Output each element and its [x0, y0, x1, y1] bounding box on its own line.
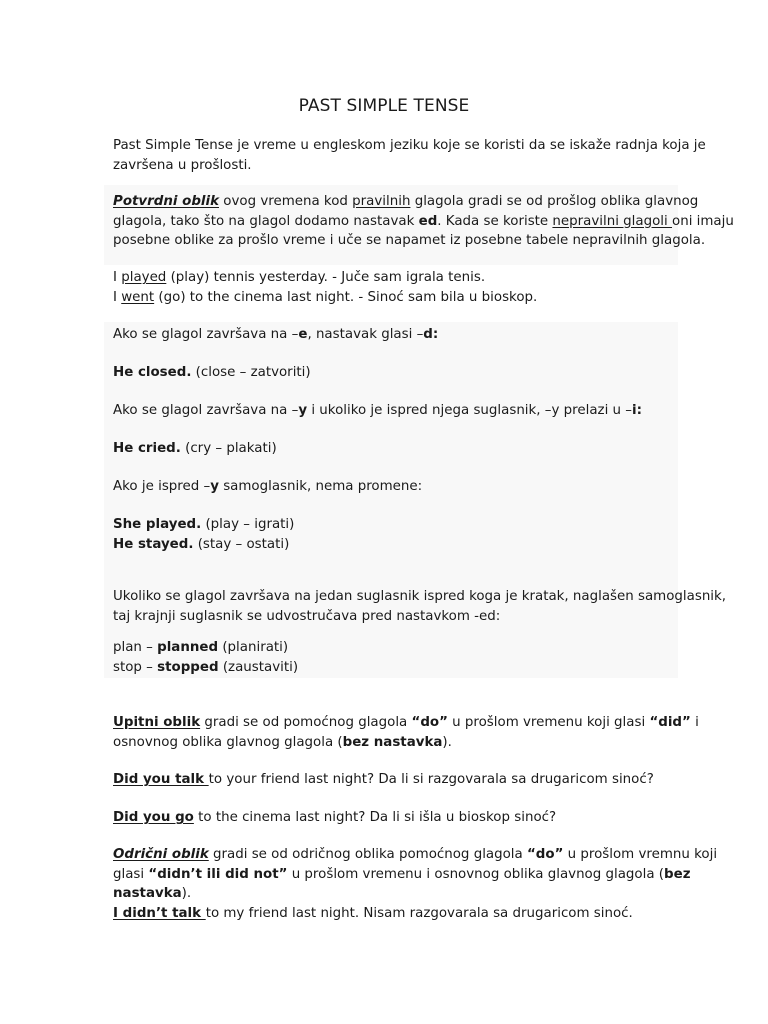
text-run: plan – — [113, 640, 158, 655]
emphasized-text: i: — [632, 403, 642, 418]
paragraph-question-rule — [113, 713, 699, 752]
text-run: (play) tennis yesterday. - Juče sam igrala tenis. — [166, 270, 486, 285]
text-run: I — [113, 289, 122, 305]
emphasized-text: e — [298, 327, 308, 342]
text-run: Ako je ispred – — [113, 479, 211, 494]
emphasized-text: “did” — [649, 715, 691, 730]
emphasized-text: d: — [423, 327, 439, 342]
text-run: to the cinema last night? Da li si išla u bioskop sinoć? — [193, 810, 557, 825]
text-run: ). — [181, 886, 192, 901]
emphasized-text: “do” — [527, 847, 564, 862]
emphasized-text: Potvrdni oblik — [113, 194, 219, 209]
emphasized-text: y — [298, 403, 308, 418]
text-run: posebne oblike za prošlo vreme i uče se napamet iz posebne tabele nepravilnih glagola. — [113, 233, 706, 248]
text-run: Ukoliko se glagol završava na jedan suglasnik ispred koga je kratak, naglašen samoglasnik, — [113, 589, 727, 604]
text-run: (zaustaviti) — [218, 659, 299, 675]
text-run: ). — [442, 734, 452, 750]
text-run: završena u prošlosti. — [113, 157, 252, 173]
text-run: to my friend last night. Nisam razgovarala sa drugaricom sinoć. — [205, 905, 633, 921]
text-line — [113, 770, 693, 790]
text-line — [113, 865, 693, 885]
text-line — [113, 904, 693, 924]
text-run: (play – igrati) — [201, 517, 295, 532]
text-line — [113, 535, 693, 555]
text-line — [113, 268, 693, 288]
emphasized-text: y — [210, 479, 219, 494]
text-run: ovog vremena kod — [219, 194, 353, 209]
text-line — [113, 884, 693, 904]
text-run: (planirati) — [218, 640, 289, 655]
text-run: (go) to the cinema last night. - Sinoć sam bila u bioskop. — [154, 289, 538, 305]
text-line — [113, 607, 693, 627]
text-line — [113, 363, 693, 383]
emphasized-text: Odrični oblik — [113, 847, 209, 862]
text-run: i — [690, 715, 699, 730]
paragraph-example-cried — [113, 439, 693, 459]
text-run: glagola, tako što na glagol dodamo nastavak — [113, 213, 419, 229]
text-run: stop – — [113, 659, 158, 675]
text-line — [113, 713, 699, 733]
text-run: to your friend last night? Da li si razgovarala sa drugaricom sinoć? — [208, 772, 654, 787]
page-title: PAST SIMPLE TENSE — [298, 96, 470, 116]
text-line — [113, 515, 693, 535]
emphasized-text: “didn’t ili did not” — [148, 866, 288, 882]
text-run: Ako se glagol završava na – — [113, 403, 299, 418]
emphasized-text: went — [121, 289, 155, 305]
text-line — [113, 808, 693, 828]
text-line — [113, 587, 727, 607]
paragraph-question-example-go — [113, 808, 693, 828]
text-line — [113, 845, 718, 865]
paragraph-affirmative-rule — [113, 192, 734, 251]
emphasized-text: bez — [664, 866, 691, 882]
text-run: glagola gradi se od prošlog oblika glavnog — [410, 194, 699, 209]
emphasized-text: He closed. — [113, 365, 192, 380]
emphasized-text: Did you talk — [113, 772, 209, 787]
text-run: taj krajnji suglasnik se udvostručava pred nastavkom -ed: — [113, 608, 501, 624]
text-line — [113, 477, 693, 497]
text-run: Ako se glagol završava na – — [113, 327, 299, 342]
emphasized-text: planned — [157, 640, 219, 655]
text-run: samoglasnik, nema promene: — [218, 479, 423, 494]
text-line — [113, 192, 699, 212]
emphasized-text: He cried. — [113, 441, 181, 456]
emphasized-text: “do” — [411, 715, 448, 730]
text-run: i ukoliko je ispred njega suglasnik, –y prelazi u – — [307, 403, 632, 418]
emphasized-text: Upitni oblik — [113, 715, 201, 730]
emphasized-text: I didn’t talk — [113, 905, 206, 921]
text-run: oni imaju — [672, 213, 734, 229]
text-line — [113, 288, 693, 308]
text-run: gradi se od pomoćnog glagola — [200, 715, 412, 730]
text-run: (stay – ostati) — [193, 536, 290, 552]
emphasized-text: He stayed. — [113, 536, 194, 552]
paragraph-example-closed — [113, 363, 693, 383]
text-line — [113, 212, 734, 232]
emphasized-text: She played. — [113, 517, 202, 532]
text-run: u prošlom vremenu koji glasi — [447, 715, 650, 730]
paragraph-examples-planned-stopped — [113, 638, 693, 677]
emphasized-text: bez nastavka — [342, 734, 443, 750]
emphasized-text: ed — [418, 213, 438, 229]
text-run: gradi se od odričnog oblika pomoćnog glagola — [208, 847, 527, 862]
text-run: , nastavak glasi – — [307, 327, 424, 342]
text-line — [113, 231, 706, 251]
text-line — [113, 439, 693, 459]
text-run: u prošlom vremnu koji — [563, 847, 718, 862]
text-line — [113, 401, 693, 421]
emphasized-text: nastavka — [113, 886, 182, 901]
emphasized-text: pravilnih — [352, 194, 411, 209]
emphasized-text: played — [121, 270, 167, 285]
text-line — [113, 638, 693, 658]
paragraph-rule-e — [113, 325, 693, 345]
text-run: glasi — [113, 866, 149, 882]
paragraph-question-example-talk — [113, 770, 693, 790]
text-line — [113, 156, 693, 176]
text-run: (close – zatvoriti) — [191, 365, 311, 380]
text-run: u prošlom vremenu i osnovnog oblika glavnog glagola ( — [287, 866, 665, 882]
text-line — [113, 325, 693, 345]
emphasized-text: nepravilni glagoli — [552, 213, 673, 229]
paragraph-intro — [113, 136, 706, 175]
paragraph-negative-rule — [113, 845, 718, 923]
text-run: (cry – plakati) — [180, 441, 277, 456]
text-line — [113, 733, 693, 753]
paragraph-examples-played-went — [113, 268, 693, 307]
emphasized-text: Did you go — [113, 810, 194, 825]
text-run: osnovnog oblika glavnog glagola ( — [113, 734, 343, 750]
text-line — [113, 136, 706, 156]
emphasized-text: stopped — [157, 659, 219, 675]
paragraph-examples-played-stayed — [113, 515, 693, 554]
text-run: I — [113, 270, 122, 285]
text-line — [113, 658, 693, 678]
paragraph-rule-y-vowel — [113, 477, 693, 497]
paragraph-rule-double-consonant — [113, 587, 727, 626]
text-run: Past Simple Tense je vreme u engleskom jeziku koje se koristi da se iskaže radnja koja je — [113, 138, 706, 153]
text-run: . Kada se koriste — [437, 213, 553, 229]
paragraph-rule-y-consonant — [113, 401, 693, 421]
